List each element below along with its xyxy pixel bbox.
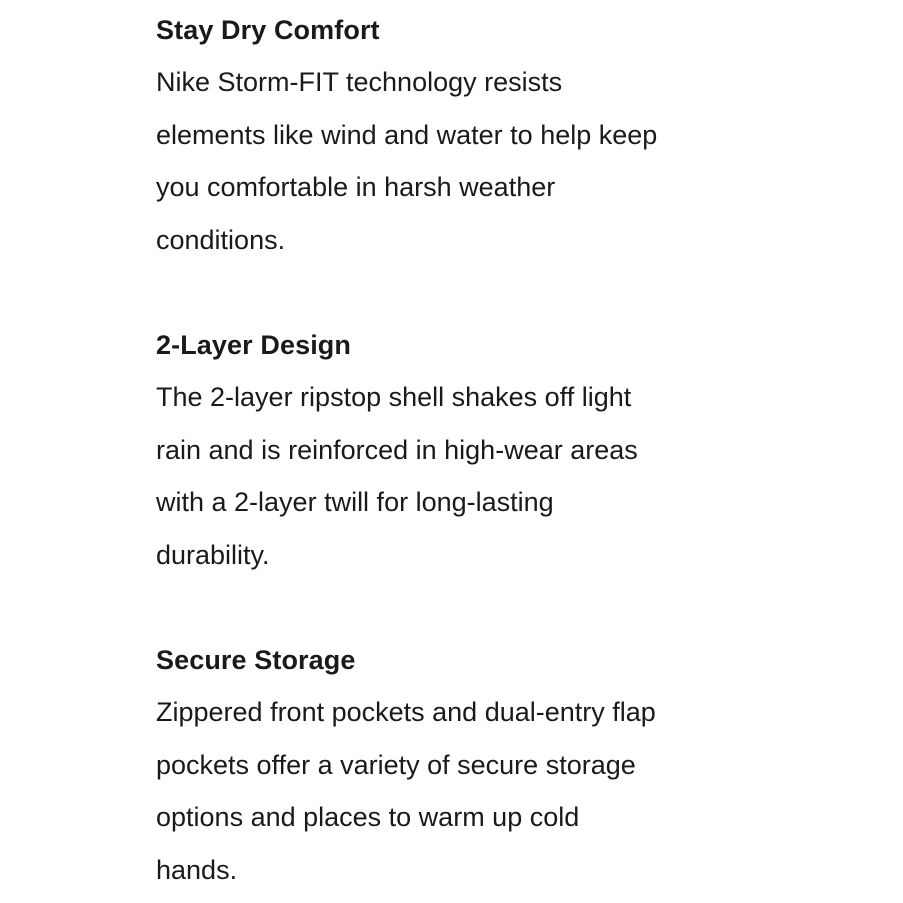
feature-description bbox=[156, 56, 756, 266]
feature-description-line: you comfortable in harsh weather bbox=[156, 172, 556, 202]
feature-description bbox=[156, 371, 756, 581]
feature-description-line: rain and is reinforced in high-wear areas bbox=[156, 434, 638, 465]
feature-description-line: The 2-layer ripstop shell shakes off light bbox=[156, 382, 632, 412]
feature-secure-storage bbox=[156, 634, 756, 896]
feature-title: 2-Layer Design bbox=[156, 330, 351, 360]
feature-description-line: Nike Storm-FIT technology resists bbox=[156, 67, 563, 97]
feature-description-line: durability. bbox=[156, 539, 270, 570]
product-features bbox=[156, 0, 756, 896]
feature-title: Secure Storage bbox=[156, 645, 356, 675]
feature-description-line: pockets offer a variety of secure storage bbox=[156, 749, 636, 780]
feature-description-line: hands. bbox=[156, 854, 238, 885]
feature-description-line: with a 2-layer twill for long-lasting bbox=[156, 487, 554, 517]
feature-description-line: Zippered front pockets and dual-entry flap bbox=[156, 697, 656, 727]
feature-description-line: elements like wind and water to help keep bbox=[156, 119, 658, 150]
feature-title: Stay Dry Comfort bbox=[156, 15, 380, 45]
feature-stay-dry-comfort bbox=[156, 4, 756, 266]
feature-description bbox=[156, 686, 756, 896]
feature-description-line: conditions. bbox=[156, 224, 286, 255]
feature-2-layer-design bbox=[156, 319, 756, 581]
feature-description-line: options and places to warm up cold bbox=[156, 802, 580, 832]
